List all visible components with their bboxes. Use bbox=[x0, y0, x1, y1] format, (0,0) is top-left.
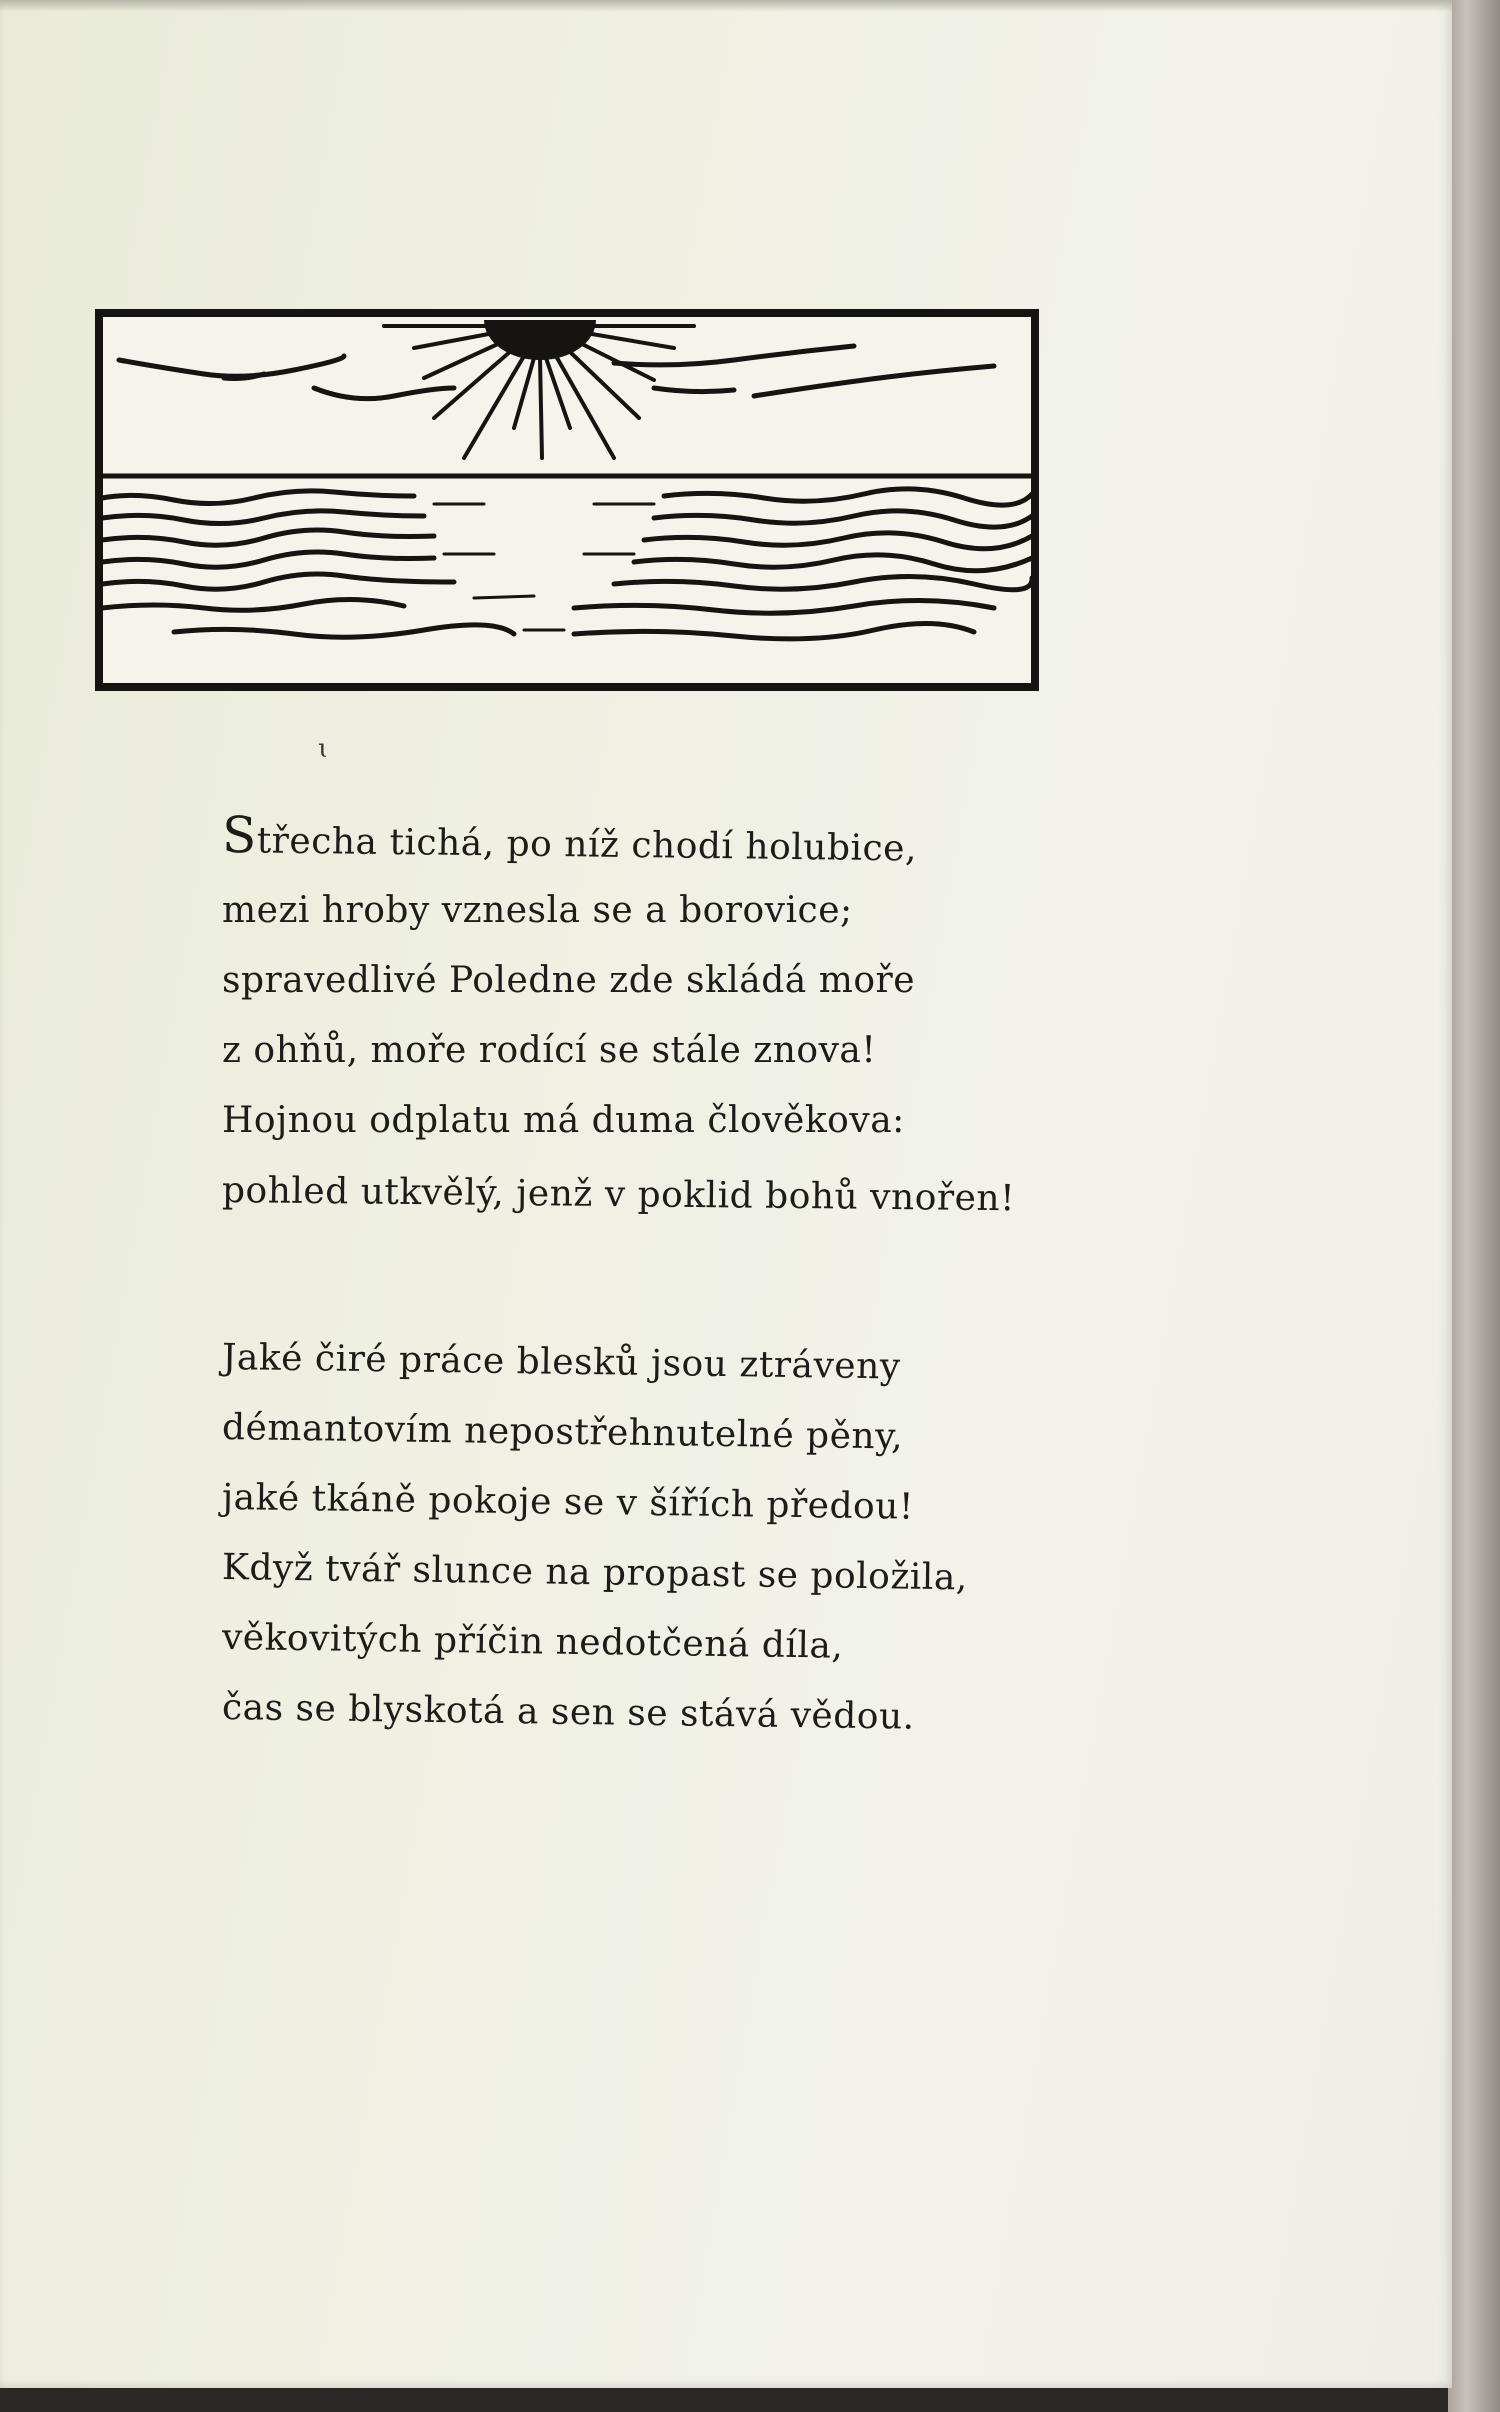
poem-stanza-1 bbox=[222, 800, 1015, 1226]
poem-line: jaké tkáně pokoje se v šířích předou! bbox=[221, 1477, 915, 1528]
poem-line: mezi hroby vznesla se a borovice; bbox=[222, 890, 853, 931]
sunset-sea-icon bbox=[94, 308, 1040, 692]
poem-line: Když tvář slunce na propast se položila, bbox=[221, 1547, 969, 1599]
poem-line-text: třecha tichá, po níž chodí holubice, bbox=[256, 820, 918, 870]
paper-speck: ɩ bbox=[318, 734, 329, 764]
poem-line: démantovím nepostřehnutelné pěny, bbox=[221, 1407, 904, 1458]
poem-line: Jaké čiré práce blesků jsou ztráveny bbox=[221, 1337, 901, 1388]
poem-line: spravedlivé Poledne zde skládá moře bbox=[222, 960, 916, 1001]
drop-initial: S bbox=[221, 806, 258, 865]
book-spine-edge bbox=[1448, 0, 1500, 2412]
poem-line: pohled utkvělý, jenž v poklid bohů vnořen! bbox=[221, 1170, 1016, 1220]
poem-line: z ohňů, moře rodící se stále znova! bbox=[222, 1030, 877, 1071]
poem-line: věkovitých příčin nedotčená díla, bbox=[221, 1617, 844, 1667]
poem-line bbox=[222, 800, 1016, 886]
poem-stanza-2 bbox=[222, 1323, 968, 1743]
poem-line: čas se blyskotá a sen se stává vědou. bbox=[221, 1687, 915, 1738]
poem-line: Hojnou odplatu má duma člověkova: bbox=[222, 1100, 905, 1141]
page-top-edge bbox=[0, 0, 1452, 12]
